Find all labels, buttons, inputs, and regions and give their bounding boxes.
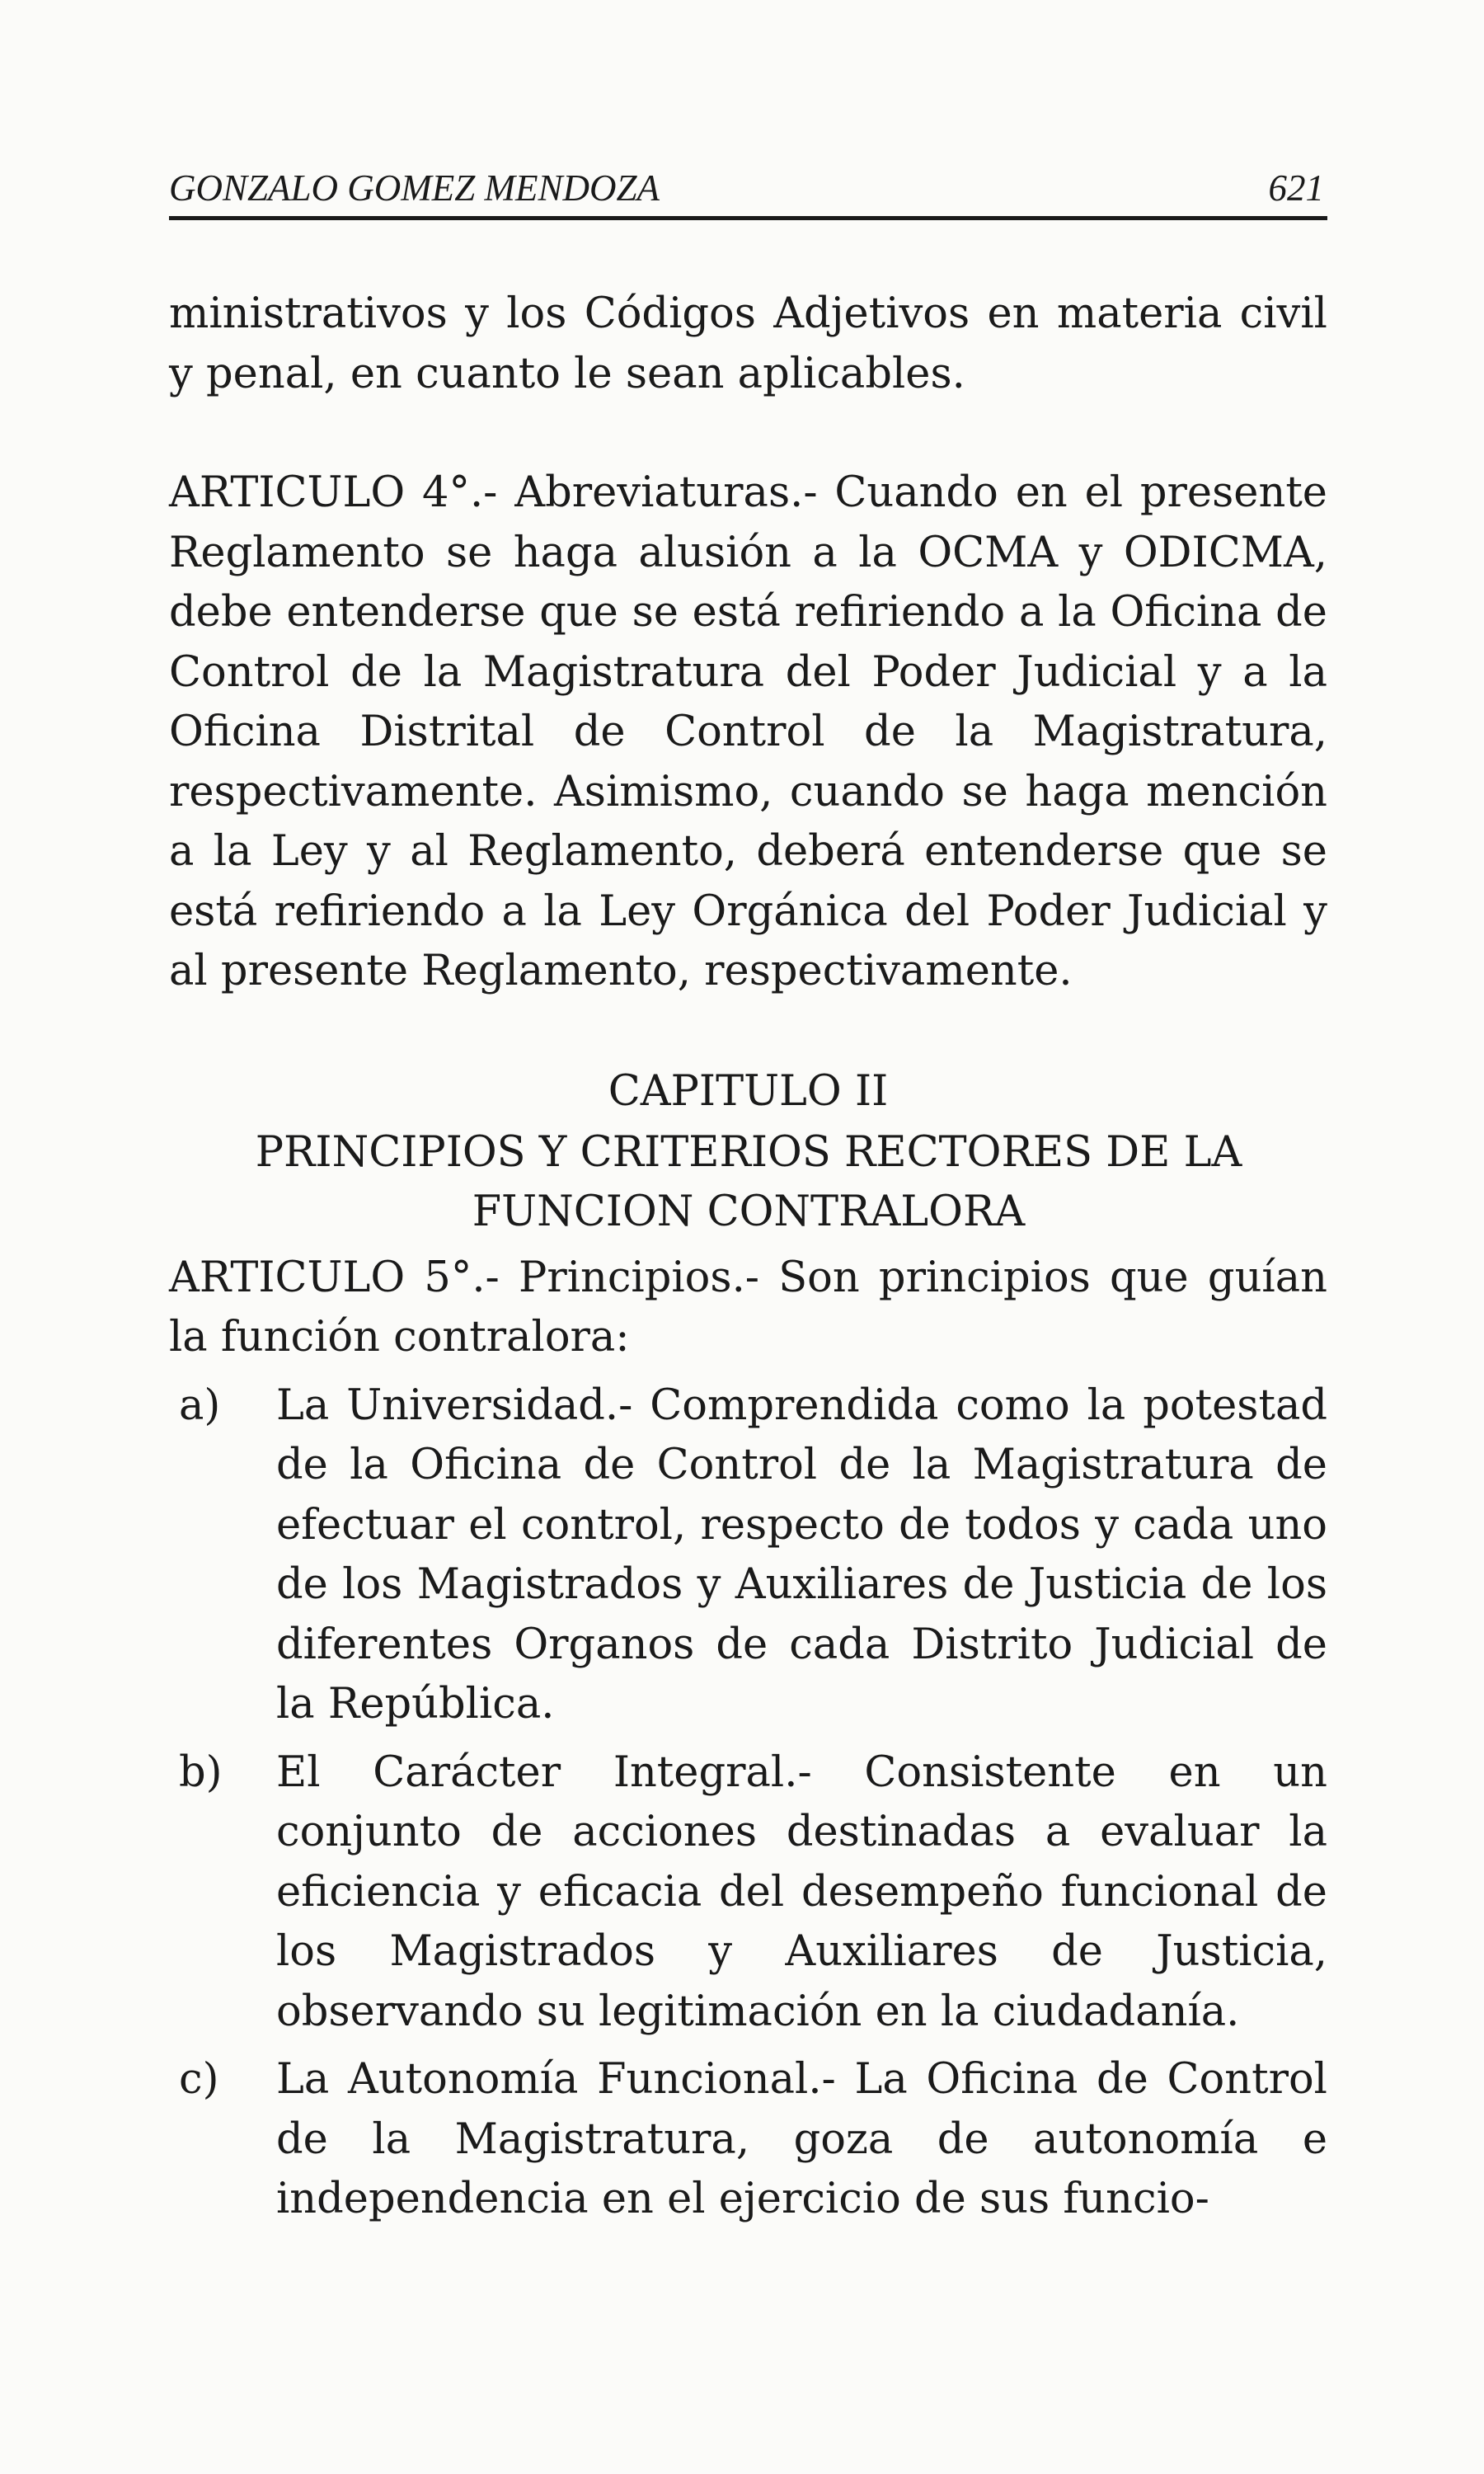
list-item-text: El Carácter Integral.- Consistente en un conjunto de acciones destinadas a evaluar la eficiencia y eficacia del desempeño funcional de los Magistrados y Auxiliares de Justicia, observando su legitimación en la ciudadanía. <box>276 1747 1327 2036</box>
header-rule <box>169 216 1327 220</box>
chapter-title: PRINCIPIOS Y CRITERIOS RECTORES DE LA FUNCION CONTRALORA <box>255 1127 1242 1236</box>
page-body <box>169 285 1327 2230</box>
list-marker: c) <box>179 2055 219 2104</box>
chapter-number: CAPITULO II <box>608 1066 889 1116</box>
page-number: 621 <box>1268 167 1324 209</box>
article-4-paragraph: ARTICULO 4°.- Abreviaturas.- Cuando en el presente Reglamento se haga alusión a la OCMA y ODICMA, debe entenderse que se está refiriendo a la Oficina de Control de la Magistratura del Poder Judicial y a la Oficina Distrital de Control de la Magistratura, respectivamente. Asimismo, cuando se haga mención a la Ley y al Reglamento, deberá entenderse que se está refiriendo a la Ley Orgánica del Poder Judicial y al presente Reglamento, respectivamente. <box>169 468 1327 995</box>
list-marker: b) <box>179 1747 223 1797</box>
article-5-paragraph: ARTICULO 5°.- Principios.- Son principios que guían la función contralora: <box>169 1253 1327 1362</box>
list-item-text: La Universidad.- Comprendida como la potestad de la Oficina de Control de la Magistratura de efectuar el control, respecto de todos y cada uno de los Magistrados y Auxiliares de Justicia de los diferentes Organos de cada Distrito Judicial de la República. <box>276 1380 1327 1729</box>
list-marker: a) <box>179 1380 221 1430</box>
running-header <box>169 162 1327 214</box>
list-item-a <box>169 1376 1327 1735</box>
continued-paragraph: ministrativos y los Códigos Adjetivos en materia civil y penal, en cuanto le sean aplicables. <box>169 289 1327 398</box>
list-item-c <box>169 2050 1327 2230</box>
header-author: GONZALO GOMEZ MENDOZA <box>169 167 660 209</box>
list-item-text: La Autonomía Funcional.- La Oficina de Control de la Magistratura, goza de autonomía e independencia en el ejercicio de sus funcio- <box>276 2055 1327 2223</box>
list-item-b <box>169 1743 1327 2043</box>
